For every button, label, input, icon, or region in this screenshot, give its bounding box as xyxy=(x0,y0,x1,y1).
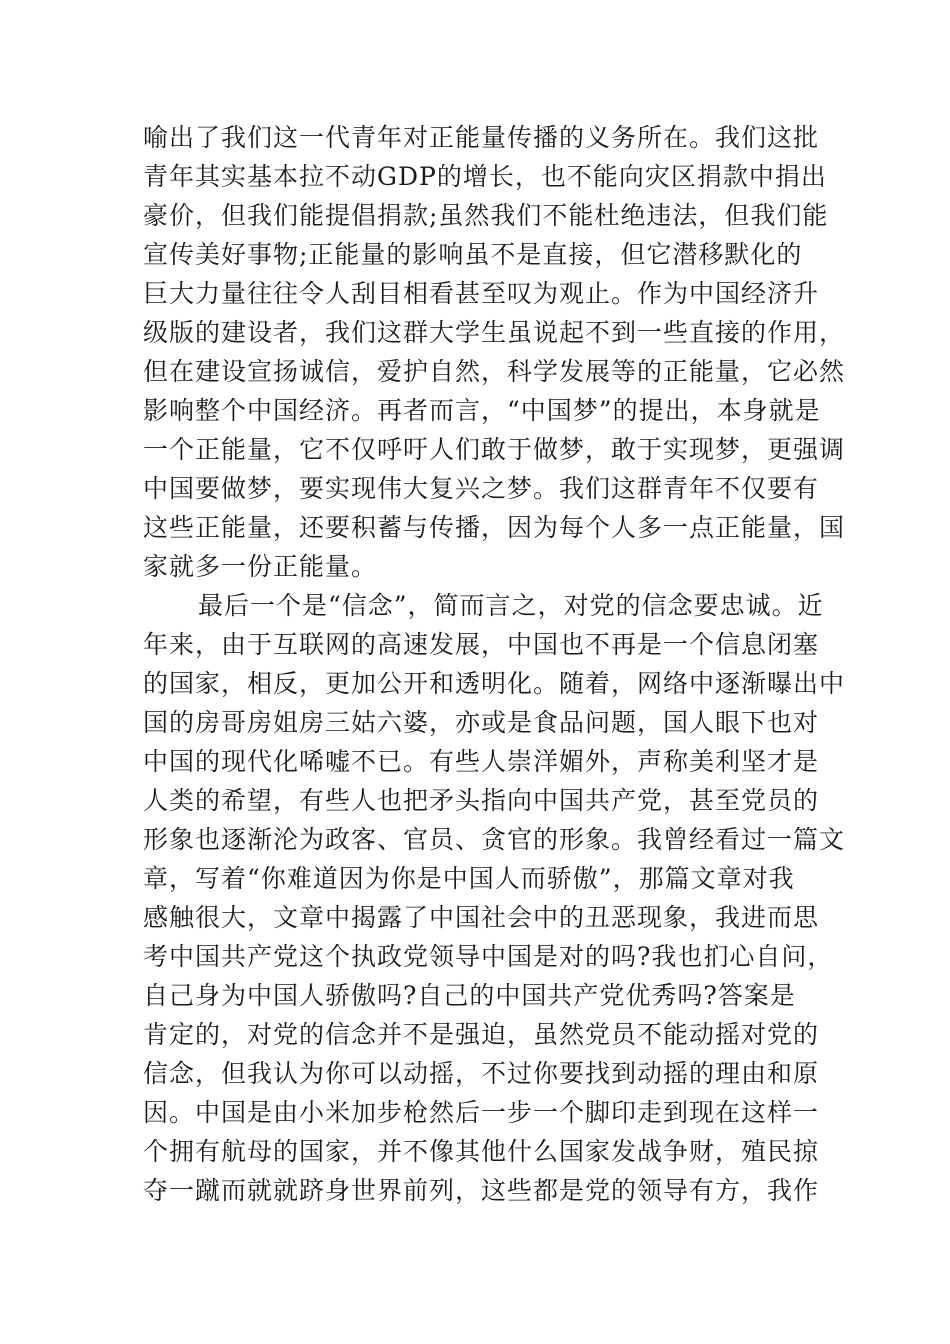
text-line: 国的房哥房姐房三姑六婆，亦或是食品问题，国人眼下也对 xyxy=(143,708,820,737)
text-line: 但在建设宣扬诚信，爱护自然，科学发展等的正能量，它必然 xyxy=(143,357,846,386)
text-line: 中国要做梦，要实现伟大复兴之梦。我们这群青年不仅要有 xyxy=(143,474,820,503)
text-line: 年来，由于互联网的高速发展，中国也不再是一个信息闭塞 xyxy=(143,630,820,659)
text-line: 豪价，但我们能提倡捐款;虽然我们不能杜绝违法，但我们能 xyxy=(143,201,829,230)
text-line: 影响整个中国经济。再者而言，“中国梦”的提出，本身就是 xyxy=(143,396,821,425)
text-line: 感触很大，文章中揭露了中国社会中的丑恶现象，我进而思 xyxy=(143,903,820,932)
text-line: 个拥有航母的国家，并不像其他什么国家发战争财，殖民掠 xyxy=(143,1137,820,1166)
text-line: 信念，但我认为你可以动摇，不过你要找到动摇的理由和原 xyxy=(143,1059,820,1088)
text-line: 巨大力量往往令人刮目相看甚至叹为观止。作为中国经济升 xyxy=(143,279,820,308)
text-line: 青年其实基本拉不动GDP的增长，也不能向灾区捐款中捐出 xyxy=(143,162,827,191)
text-line: 中国的现代化唏嘘不已。有些人崇洋媚外，声称美利坚才是 xyxy=(143,747,820,776)
body-text xyxy=(143,118,846,1210)
paragraph-start-line: 最后一个是“信念”，简而言之，对党的信念要忠诚。近 xyxy=(198,591,824,620)
text-line: 级版的建设者，我们这群大学生虽说起不到一些直接的作用， xyxy=(143,318,846,347)
text-line: 这些正能量，还要积蓄与传播，因为每个人多一点正能量，国 xyxy=(143,513,846,542)
text-line: 喻出了我们这一代青年对正能量传播的义务所在。我们这批 xyxy=(143,123,820,152)
text-line: 家就多一份正能量。 xyxy=(143,552,378,581)
text-line: 人类的希望，有些人也把矛头指向中国共产党，甚至党员的 xyxy=(143,786,820,815)
text-line: 的国家，相反，更加公开和透明化。随着，网络中逐渐曝出中 xyxy=(143,669,846,698)
text-line: 因。中国是由小米加步枪然后一步一个脚印走到现在这样一 xyxy=(143,1098,820,1127)
text-line: 肯定的，对党的信念并不是强迫，虽然党员不能动摇对党的 xyxy=(143,1020,820,1049)
text-line: 章，写着“你难道因为你是中国人而骄傲”，那篇文章对我 xyxy=(143,864,795,893)
text-line: 一个正能量，它不仅呼吁人们敢于做梦，敢于实现梦，更强调 xyxy=(143,435,846,464)
text-line: 夺一蹴而就就跻身世界前列，这些都是党的领导有方，我作 xyxy=(143,1176,820,1205)
text-line: 考中国共产党这个执政党领导中国是对的吗?我也扪心自问， xyxy=(143,942,834,971)
text-line: 形象也逐渐沦为政客、官员、贪官的形象。我曾经看过一篇文 xyxy=(143,825,846,854)
text-line: 宣传美好事物;正能量的影响虽不是直接，但它潜移默化的 xyxy=(143,240,803,269)
text-line: 自己身为中国人骄傲吗?自己的中国共产党优秀吗?答案是 xyxy=(143,981,796,1010)
